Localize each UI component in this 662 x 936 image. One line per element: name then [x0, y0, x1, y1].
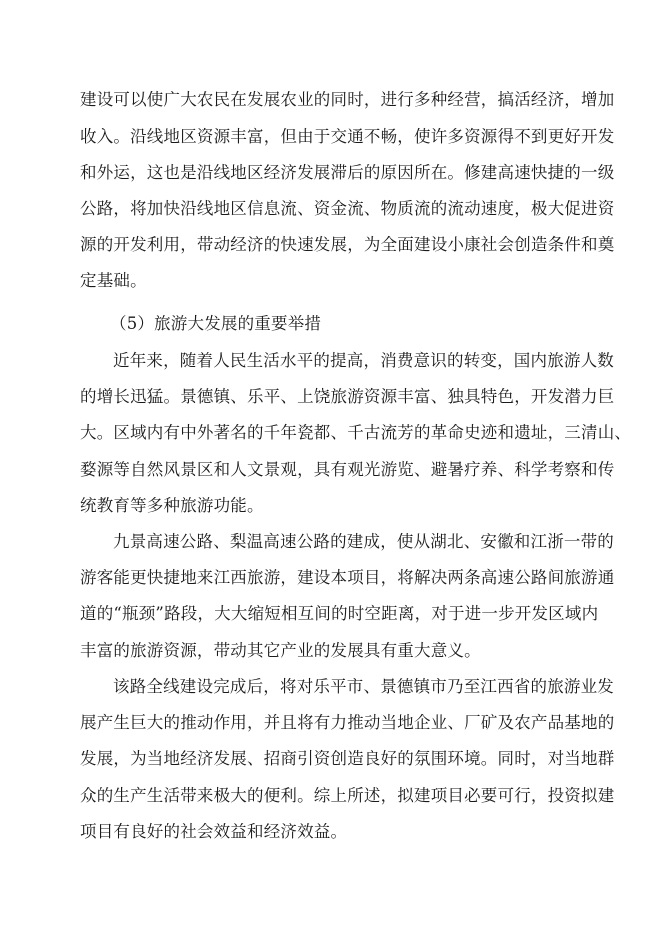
- text-line: 统教育等多种旅游功能。: [80, 496, 264, 515]
- text-line: 该路全线建设完成后，将对乐平市、景德镇市乃至江西省的旅游业发: [113, 677, 614, 696]
- text-line: 九景高速公路、梨温高速公路的建成，使从湖北、安徽和江浙一带的: [113, 532, 614, 551]
- text-line: 近年来，随着人民生活水平的提高，消费意识的转变，国内旅游人数: [113, 351, 614, 370]
- section-heading: （5）旅游大发展的重要举措: [110, 314, 322, 333]
- text-line: 建设可以使广大农民在发展农业的同时，进行多种经营，搞活经济，增加: [80, 90, 615, 109]
- text-line: 收入。沿线地区资源丰富，但由于交通不畅，使许多资源得不到更好开发: [80, 127, 615, 146]
- text-line: 大。区域内有中外著名的千年瓷都、千古流芳的革命史迹和遗址，三清山、: [80, 423, 632, 442]
- text-line: 的增长迅猛。景德镇、乐平、上饶旅游资源丰富、独具特色，开发潜力巨: [80, 387, 615, 406]
- text-line: 源的开发利用，带动经济的快速发展，为全面建设小康社会创造条件和奠: [80, 235, 615, 254]
- text-line: 众的生产生活带来极大的便利。综上所述，拟建项目必要可行，投资拟建: [80, 786, 615, 805]
- text-line: 婺源等自然风景区和人文景观，具有观光游览、避暑疗养、科学考察和传: [80, 460, 615, 479]
- text-line: 项目有良好的社会效益和经济效益。: [80, 822, 348, 841]
- text-line: 定基础。: [80, 271, 147, 290]
- text-line: 发展，为当地经济发展、招商引资创造良好的氛围环境。同时，对当地群: [80, 749, 615, 768]
- text-line: 游客能更快捷地来江西旅游，建设本项目，将解决两条高速公路间旅游通: [80, 568, 615, 587]
- text-line: 道的“瓶颈”路段，大大缩短相互间的时空距离，对于进一步开发区域内: [80, 604, 599, 623]
- text-line: 公路，将加快沿线地区信息流、资金流、物质流的流动速度，极大促进资: [80, 199, 615, 218]
- text-line: 和外运，这也是沿线地区经济发展滞后的原因所在。修建高速快捷的一级: [80, 163, 615, 182]
- text-line: 展产生巨大的推动作用，并且将有力推动当地企业、厂矿及农产品基地的: [80, 713, 615, 732]
- text-line: 丰富的旅游资源，带动其它产业的发展具有重大意义。: [80, 641, 481, 660]
